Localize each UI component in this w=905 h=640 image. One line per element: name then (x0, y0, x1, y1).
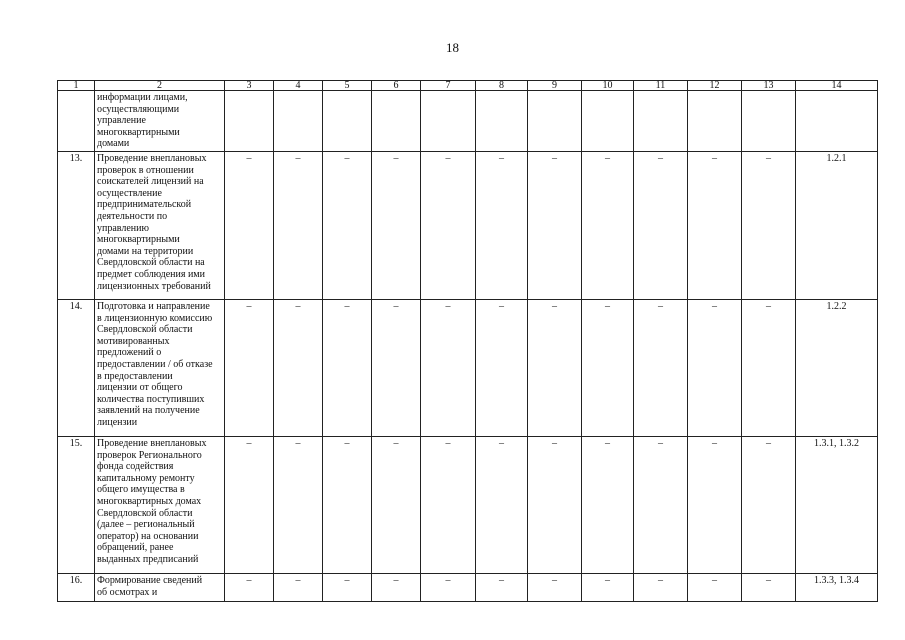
row-description (95, 299, 225, 436)
table-row (58, 151, 878, 299)
description-line: лицензии от общего (97, 382, 183, 394)
description-line: об осмотрах и (97, 586, 158, 598)
table-row (58, 91, 878, 152)
value-cell: – (528, 436, 582, 573)
value-cell (225, 91, 274, 152)
reference-cell: 1.2.1 (796, 151, 878, 299)
description-line: капитальному ремонту (97, 472, 195, 484)
description-line: предмет соблюдения ими (97, 268, 205, 280)
reference-cell: 1.3.1, 1.3.2 (796, 436, 878, 573)
description-line: Проведение внеплановых (97, 437, 207, 449)
description-line: домами на территории (97, 245, 194, 257)
description-line: Формирование сведений (97, 574, 203, 586)
row-number: 13. (58, 151, 95, 299)
value-cell: – (688, 299, 742, 436)
column-header-5: 5 (323, 81, 372, 91)
value-cell (323, 91, 372, 152)
row-number (58, 91, 95, 152)
value-cell: – (582, 299, 634, 436)
description-line: соискателей лицензий на (97, 176, 204, 188)
value-cell: – (528, 299, 582, 436)
value-cell (634, 91, 688, 152)
description-line: Свердловской области (97, 324, 193, 336)
description-line: домами (97, 138, 130, 150)
value-cell: – (582, 573, 634, 601)
reference-cell: 1.3.3, 1.3.4 (796, 573, 878, 601)
column-header-13: 13 (742, 81, 796, 91)
value-cell: – (476, 573, 528, 601)
table-row (58, 299, 878, 436)
value-cell: – (528, 573, 582, 601)
description-line: Свердловской области (97, 507, 193, 519)
description-line: осуществление (97, 187, 162, 199)
value-cell: – (688, 436, 742, 573)
value-cell: – (582, 151, 634, 299)
column-header-7: 7 (421, 81, 476, 91)
value-cell: – (688, 573, 742, 601)
column-header-1: 1 (58, 81, 95, 91)
description-line: управление (97, 115, 146, 127)
description-line: обращений, ранее (97, 542, 174, 554)
description-line: многоквартирными (97, 234, 180, 246)
row-description (95, 91, 225, 152)
value-cell: – (323, 436, 372, 573)
value-cell: – (323, 299, 372, 436)
value-cell: – (225, 151, 274, 299)
row-description (95, 151, 225, 299)
description-line: Проведение внеплановых (97, 152, 207, 164)
value-cell: – (372, 573, 421, 601)
column-header-12: 12 (688, 81, 742, 91)
description-line: управлению (97, 222, 149, 234)
page-number: 18 (446, 40, 459, 55)
value-cell: – (372, 299, 421, 436)
value-cell: – (421, 573, 476, 601)
row-number: 14. (58, 299, 95, 436)
column-header-9: 9 (528, 81, 582, 91)
value-cell: – (274, 436, 323, 573)
value-cell: – (688, 151, 742, 299)
description-line: в лицензионную комиссию (97, 312, 213, 324)
row-description (95, 573, 225, 601)
value-cell: – (476, 436, 528, 573)
description-line: информации лицами, (97, 92, 188, 103)
description-line: предоставлении / об отказе (97, 358, 213, 370)
value-cell (274, 91, 323, 152)
row-description (95, 436, 225, 573)
description-line: многоквартирных домах (97, 495, 202, 507)
value-cell (528, 91, 582, 152)
value-cell: – (372, 436, 421, 573)
description-line: фонда содействия (97, 461, 174, 473)
value-cell: – (634, 573, 688, 601)
value-cell (742, 91, 796, 152)
value-cell: – (476, 151, 528, 299)
value-cell: – (323, 573, 372, 601)
value-cell: – (528, 151, 582, 299)
description-line: мотивированных (97, 335, 170, 347)
value-cell: – (421, 299, 476, 436)
description-line: деятельности по (97, 210, 168, 222)
value-cell (688, 91, 742, 152)
value-cell (476, 91, 528, 152)
description-line: предложений о (97, 347, 162, 359)
reference-cell: 1.2.2 (796, 299, 878, 436)
value-cell: – (742, 151, 796, 299)
value-cell: – (274, 151, 323, 299)
description-line: проверок в отношении (97, 164, 194, 176)
value-cell: – (225, 573, 274, 601)
column-header-14: 14 (796, 81, 878, 91)
column-header-3: 3 (225, 81, 274, 91)
description-line: осуществляющими (97, 103, 180, 115)
table-header-row (58, 81, 878, 91)
description-line: заявлений на получение (97, 405, 200, 417)
value-cell: – (742, 299, 796, 436)
value-cell: – (323, 151, 372, 299)
value-cell: – (274, 299, 323, 436)
value-cell: – (634, 299, 688, 436)
table-row (58, 573, 878, 601)
description-line: Подготовка и направление (97, 300, 210, 312)
description-line: в предоставлении (97, 370, 173, 382)
value-cell: – (476, 299, 528, 436)
value-cell (421, 91, 476, 152)
table-row (58, 436, 878, 573)
value-cell: – (421, 151, 476, 299)
value-cell: – (582, 436, 634, 573)
description-line: лицензии (97, 416, 138, 428)
description-line: выданных предписаний (97, 553, 199, 565)
row-number: 16. (58, 573, 95, 601)
description-line: лицензионных требований (97, 280, 211, 292)
value-cell: – (742, 573, 796, 601)
value-cell: – (372, 151, 421, 299)
value-cell (582, 91, 634, 152)
description-line: оператор) на основании (97, 530, 199, 542)
description-line: проверок Регионального (97, 449, 202, 461)
value-cell: – (225, 436, 274, 573)
description-line: общего имущества в (97, 484, 185, 496)
column-header-6: 6 (372, 81, 421, 91)
value-cell: – (225, 299, 274, 436)
column-header-11: 11 (634, 81, 688, 91)
value-cell: – (634, 151, 688, 299)
column-header-2: 2 (95, 81, 225, 91)
column-header-4: 4 (274, 81, 323, 91)
row-number: 15. (58, 436, 95, 573)
indicators-table (57, 80, 878, 602)
reference-cell (796, 91, 878, 152)
value-cell: – (274, 573, 323, 601)
description-line: (далее – региональный (97, 519, 195, 531)
description-line: количества поступивших (97, 393, 205, 405)
value-cell: – (421, 436, 476, 573)
description-line: предпринимательской (97, 199, 192, 211)
column-header-8: 8 (476, 81, 528, 91)
value-cell (372, 91, 421, 152)
value-cell: – (742, 436, 796, 573)
description-line: Свердловской области на (97, 257, 205, 269)
column-header-10: 10 (582, 81, 634, 91)
value-cell: – (634, 436, 688, 573)
description-line: многоквартирными (97, 126, 180, 138)
